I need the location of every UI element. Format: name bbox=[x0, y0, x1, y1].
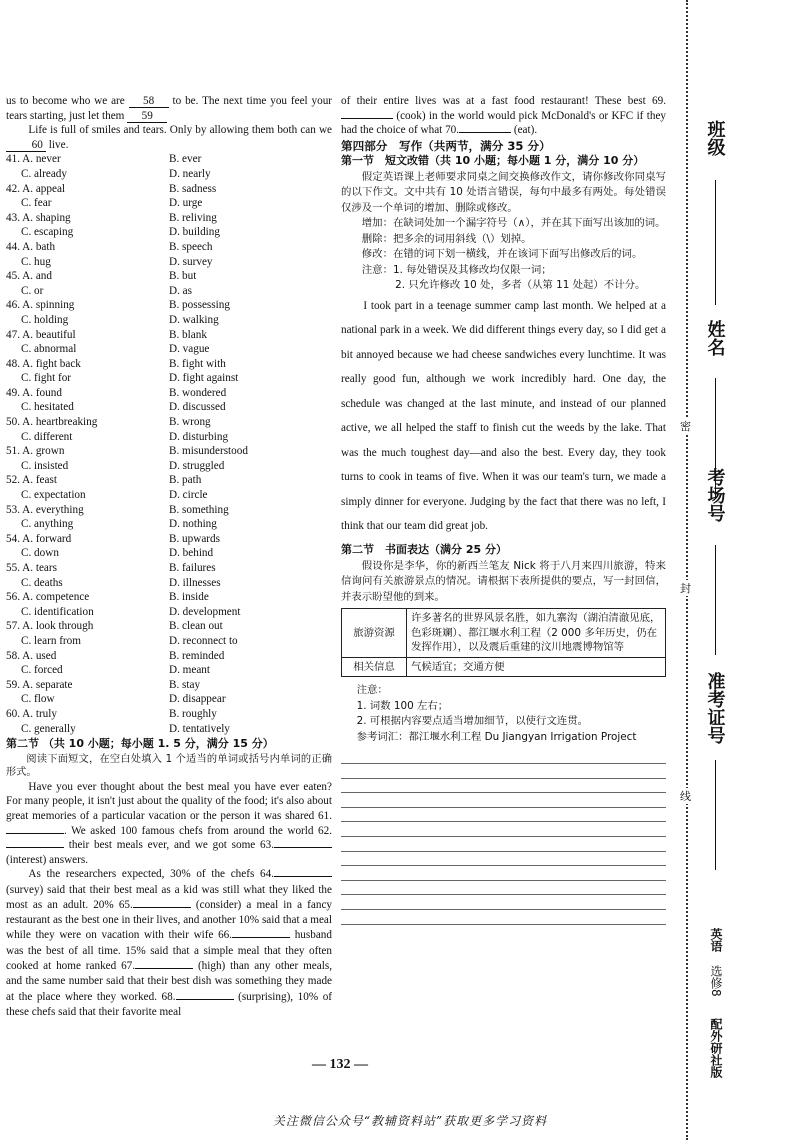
proofreading-essay: I took part in a teenage summer camp last month. We helped at a national park in a week. We did different things every day, so I did get a bit annoyed because we had cheese sandwiches every lunchtime. It was really good fun, although we work incredibly hard. One day, the schedule was changed at the last minute, and instead of our planned active, we all helped the staff to finish cut the weeds by the lake. That was the much toughest day—and also the best. Every day, they took turns to cook in teams of five. When it was our team's turn, we made a simply dinner for everyone. Judging by the fact that there was no left, I think that our team did great job. bbox=[341, 299, 666, 533]
writing-line[interactable] bbox=[341, 779, 666, 794]
option-b[interactable]: B. ever bbox=[169, 153, 202, 166]
option-c[interactable]: C. anything bbox=[21, 518, 74, 531]
seal-mark: 线 bbox=[680, 790, 691, 803]
section1-note-2: 2. 只允许修改 10 处，多者（从第 11 处起）不计分。 bbox=[395, 279, 646, 292]
option-row bbox=[6, 517, 332, 532]
option-row bbox=[6, 707, 332, 722]
section2-heading: 第二节 （共 10 小题；每小题 1. 5 分，满分 15 分） bbox=[6, 737, 274, 751]
option-b[interactable]: B. sadness bbox=[169, 182, 217, 195]
option-d[interactable]: D. illnesses bbox=[169, 576, 221, 589]
option-d[interactable]: D. urge bbox=[169, 197, 203, 210]
option-row bbox=[6, 590, 332, 605]
section1-modify-rule: 修改：在错的词下划一横线，并在该词下面写出修改后的词。 bbox=[361, 248, 643, 261]
option-c[interactable]: C. different bbox=[21, 430, 73, 443]
option-a[interactable]: 60. A. truly bbox=[6, 707, 57, 720]
field-exam-id-line[interactable] bbox=[715, 760, 716, 870]
option-d[interactable]: D. meant bbox=[169, 664, 211, 677]
writing-line[interactable] bbox=[341, 793, 666, 808]
option-a[interactable]: 43. A. shaping bbox=[6, 211, 71, 224]
option-row bbox=[6, 284, 332, 299]
option-d[interactable]: D. reconnect to bbox=[169, 634, 238, 647]
option-c[interactable]: C. insisted bbox=[21, 459, 69, 472]
option-a[interactable]: 56. A. competence bbox=[6, 591, 90, 604]
option-d[interactable]: D. behind bbox=[169, 547, 214, 560]
section1-intro: 假定英语课上老师要求同桌之间交换修改作文，请你修改你同桌写的以下作文。文中共有 10 处语言错误，每句中最多有两处。每处错误仅涉及一个单词的增加、删除或修改。 bbox=[341, 170, 666, 214]
cloze-options bbox=[6, 152, 332, 736]
option-d[interactable]: D. disappear bbox=[169, 693, 226, 706]
option-row bbox=[6, 532, 332, 547]
blank-61 bbox=[6, 833, 64, 834]
writing-line[interactable] bbox=[341, 837, 666, 852]
option-row bbox=[6, 473, 332, 488]
note-1: 1. 词数 100 左右； bbox=[356, 699, 449, 712]
option-a[interactable]: 46. A. spinning bbox=[6, 299, 75, 312]
section1-add-rule: 增加：在缺词处加一个漏字符号（∧），并在其下面写出该加的词。 bbox=[361, 217, 666, 230]
option-b[interactable]: B. reliving bbox=[169, 211, 217, 224]
page-number: — 132 — bbox=[312, 1057, 368, 1072]
option-b[interactable]: B. path bbox=[169, 474, 202, 487]
option-a[interactable]: 50. A. heartbreaking bbox=[6, 416, 98, 429]
option-a[interactable]: 54. A. forward bbox=[6, 532, 72, 545]
field-class-line[interactable] bbox=[715, 180, 716, 305]
option-row bbox=[6, 444, 332, 459]
option-row bbox=[6, 269, 332, 284]
option-a[interactable]: 53. A. everything bbox=[6, 503, 84, 516]
blank-67 bbox=[135, 968, 193, 969]
option-b[interactable]: B. wrong bbox=[169, 416, 211, 429]
option-c[interactable]: C. abnormal bbox=[21, 343, 77, 356]
option-row bbox=[6, 678, 332, 693]
option-row bbox=[6, 298, 332, 313]
publisher-label: 配外研社版 bbox=[709, 1018, 723, 1078]
part4-section1-heading: 第一节 短文改错（共 10 小题；每小题 1 分，满分 10 分） bbox=[341, 154, 645, 168]
option-row bbox=[6, 328, 332, 343]
option-a[interactable]: 41. A. never bbox=[6, 153, 61, 166]
info-table bbox=[341, 608, 666, 677]
blank-60: 60 bbox=[6, 139, 46, 152]
option-d[interactable]: D. building bbox=[169, 226, 220, 239]
blank-59: 59 bbox=[127, 110, 167, 123]
writing-line[interactable] bbox=[341, 881, 666, 896]
option-b[interactable]: B. upwards bbox=[169, 532, 220, 545]
option-c[interactable]: C. identification bbox=[21, 605, 94, 618]
right-column bbox=[341, 94, 666, 925]
cut-line bbox=[686, 0, 688, 1140]
option-b[interactable]: B. but bbox=[169, 270, 197, 283]
writing-line[interactable] bbox=[341, 764, 666, 779]
option-row bbox=[6, 576, 332, 591]
field-room-line[interactable] bbox=[715, 545, 716, 655]
option-row bbox=[6, 342, 332, 357]
option-c[interactable]: C. forced bbox=[21, 664, 63, 677]
blank-70 bbox=[459, 132, 511, 133]
option-a[interactable]: 52. A. feast bbox=[6, 474, 57, 487]
option-row bbox=[6, 386, 332, 401]
section2-paragraph-2: As the researchers expected, 30% of the chefs 64. (survey) said that their best meal as a kid was still what they liked the most as an adult. 20% 65. (consider) a meal in a fancy restaurant as the best one in their lives, and another 10% said that a meal while they were on vacation with their wife 66. husband was the best of all time. 15% said that a simple meal that they often cooked at home ranked 67. (high) than any other meals, and the same number said that their best dish was something they made at the place where they worked. 68. (surprising), 10% of these chefs said that their favorite meal bbox=[6, 868, 333, 1018]
option-a[interactable]: 59. A. separate bbox=[6, 678, 73, 691]
option-d[interactable]: D. struggled bbox=[169, 459, 225, 472]
blank-64 bbox=[274, 876, 332, 877]
option-c[interactable]: C. hug bbox=[21, 255, 51, 268]
option-b[interactable]: B. roughly bbox=[169, 707, 217, 720]
option-c[interactable]: C. fear bbox=[21, 197, 52, 210]
section2-writing-intro: 假设你是李华，你的新西兰笔友 Nick 将于八月来四川旅游，特来信询问有关旅游景点的情况。请根据下表所提供的要点，写一封回信，并表示盼望他的到来。 bbox=[341, 559, 666, 603]
field-class-label: 班级 bbox=[704, 120, 726, 156]
writing-line[interactable] bbox=[341, 895, 666, 910]
option-d[interactable]: D. as bbox=[169, 284, 192, 297]
option-c[interactable]: C. escaping bbox=[21, 226, 74, 239]
option-row bbox=[6, 255, 332, 270]
table-row bbox=[342, 657, 666, 677]
option-c[interactable]: C. fight for bbox=[21, 372, 72, 385]
blank-66 bbox=[232, 937, 290, 938]
option-d[interactable]: D. nearly bbox=[169, 167, 211, 180]
option-b[interactable]: B. inside bbox=[169, 591, 209, 604]
option-c[interactable]: C. holding bbox=[21, 313, 69, 326]
left-column bbox=[6, 94, 332, 1020]
option-b[interactable]: B. fight with bbox=[169, 357, 226, 370]
option-row bbox=[6, 152, 332, 167]
blank-58: 58 bbox=[129, 95, 169, 108]
option-c[interactable]: C. already bbox=[21, 167, 67, 180]
option-c[interactable]: C. down bbox=[21, 547, 59, 560]
option-b[interactable]: B. blank bbox=[169, 328, 207, 341]
option-d[interactable]: D. fight against bbox=[169, 372, 239, 385]
option-c[interactable]: C. learn from bbox=[21, 634, 81, 647]
option-a[interactable]: 57. A. look through bbox=[6, 620, 94, 633]
option-row bbox=[6, 225, 332, 240]
writing-line[interactable] bbox=[341, 822, 666, 837]
option-d[interactable]: D. development bbox=[169, 605, 241, 618]
field-name-label: 姓名 bbox=[704, 320, 726, 356]
passage-end-2: Life is full of smiles and tears. Only by allowing them both can we 60 live. bbox=[6, 123, 332, 152]
option-d[interactable]: D. walking bbox=[169, 313, 219, 326]
option-row bbox=[6, 196, 332, 211]
option-row bbox=[6, 357, 332, 372]
option-c[interactable]: C. hesitated bbox=[21, 401, 74, 414]
field-room-label: 考场号 bbox=[704, 468, 726, 522]
writing-lines bbox=[341, 749, 666, 924]
option-b[interactable]: B. reminded bbox=[169, 649, 225, 662]
option-d[interactable]: D. disturbing bbox=[169, 430, 229, 443]
table-row bbox=[342, 609, 666, 658]
option-c[interactable]: C. deaths bbox=[21, 576, 63, 589]
writing-line[interactable] bbox=[341, 910, 666, 925]
option-row bbox=[6, 692, 332, 707]
blank-68 bbox=[176, 999, 234, 1000]
option-d[interactable]: D. tentatively bbox=[169, 722, 230, 735]
option-d[interactable]: D. circle bbox=[169, 489, 208, 502]
option-row bbox=[6, 182, 332, 197]
option-row bbox=[6, 371, 332, 386]
option-d[interactable]: D. discussed bbox=[169, 401, 226, 414]
blank-69 bbox=[341, 118, 393, 119]
option-d[interactable]: D. nothing bbox=[169, 518, 217, 531]
seal-mark: 封 bbox=[680, 582, 691, 595]
footer-note: 关注微信公众号“教辅资料站”获取更多学习资料 bbox=[272, 1114, 548, 1128]
option-row bbox=[6, 605, 332, 620]
option-b[interactable]: B. wondered bbox=[169, 386, 227, 399]
section2-paragraph-1: Have you ever thought about the best meal you have ever eaten? For many people, it isn't just about the quality of the food; it's also about great memories of a particular vacation or the person it was shared 61.. We asked 100 famous chefs from around the world 62. their best meals ever, and we got some 63. (interest) answers. bbox=[6, 780, 332, 866]
note-title: 注意： bbox=[356, 684, 388, 697]
option-b[interactable]: B. clean out bbox=[169, 620, 223, 633]
option-b[interactable]: B. speech bbox=[169, 240, 213, 253]
part4-heading: 第四部分 写作（共两节，满分 35 分） bbox=[341, 138, 551, 153]
note-2: 2. 可根据内容要点适当增加细节，以使行文连贯。 bbox=[356, 715, 589, 728]
seal-mark: 密 bbox=[680, 420, 691, 433]
option-b[interactable]: B. something bbox=[169, 503, 229, 516]
blank-65 bbox=[133, 907, 191, 908]
option-row bbox=[6, 211, 332, 226]
option-d[interactable]: D. survey bbox=[169, 255, 213, 268]
option-a[interactable]: 55. A. tears bbox=[6, 562, 57, 574]
option-row bbox=[6, 634, 332, 649]
option-row bbox=[6, 722, 332, 737]
option-a[interactable]: 48. A. fight back bbox=[6, 357, 81, 370]
option-row bbox=[6, 240, 332, 255]
writing-line[interactable] bbox=[341, 808, 666, 823]
option-d[interactable]: D. vague bbox=[169, 343, 210, 356]
option-b[interactable]: B. stay bbox=[169, 678, 201, 691]
blank-63 bbox=[274, 847, 332, 848]
option-row bbox=[6, 488, 332, 503]
option-row bbox=[6, 430, 332, 445]
writing-line[interactable] bbox=[341, 866, 666, 881]
writing-line[interactable] bbox=[341, 749, 666, 764]
option-a[interactable]: 58. A. used bbox=[6, 649, 57, 662]
option-row bbox=[6, 546, 332, 561]
option-a[interactable]: 45. A. and bbox=[6, 270, 52, 283]
table-label: 旅游资源 bbox=[342, 609, 407, 658]
option-row bbox=[6, 400, 332, 415]
section1-note-1: 注意：1. 每处错误及其修改均仅限一词； bbox=[361, 263, 552, 276]
option-row bbox=[6, 561, 332, 576]
option-row bbox=[6, 415, 332, 430]
writing-line[interactable] bbox=[341, 852, 666, 867]
section2-paragraph-2-cont: of their entire lives was at a fast food restaurant! These best 69. (cook) in the world would pick McDonald's or KFC if they had the choice of what 70. (eat). bbox=[341, 95, 667, 137]
reference-vocab: 参考词汇：都江堰水利工程 Du Jiangyan Irrigation Project bbox=[356, 730, 637, 743]
binding-sidebar bbox=[676, 0, 800, 1140]
option-c[interactable]: C. flow bbox=[21, 693, 55, 706]
part4-section2-heading: 第二节 书面表达（满分 25 分） bbox=[341, 542, 507, 556]
option-c[interactable]: C. or bbox=[21, 284, 44, 297]
option-c[interactable]: C. expectation bbox=[21, 489, 86, 502]
section1-delete-rule: 删除：把多余的词用斜线（\）划掉。 bbox=[361, 232, 532, 245]
blank-62 bbox=[6, 847, 64, 848]
table-content: 气候适宜；交通方便 bbox=[407, 657, 666, 677]
option-row bbox=[6, 313, 332, 328]
book-label: 选修8 bbox=[709, 965, 723, 997]
option-a[interactable]: 49. A. found bbox=[6, 386, 62, 399]
option-c[interactable]: C. generally bbox=[21, 722, 76, 735]
table-label: 相关信息 bbox=[342, 657, 407, 677]
option-b[interactable]: B. misunderstood bbox=[169, 445, 248, 458]
passage-end: us to become who we are 58 to be. The next time you feel your tears starting, just let them 59 bbox=[6, 95, 333, 122]
option-row bbox=[6, 459, 332, 474]
option-b[interactable]: B. failures bbox=[169, 562, 216, 574]
table-content: 许多著名的世界风景名胜，如九寨沟（湖泊清澈见底，色彩斑斓）、都江堰水利工程（2 000 多年历史，仍在发挥作用），以及震后重建的汶川地震博物馆等 bbox=[407, 609, 666, 658]
option-b[interactable]: B. possessing bbox=[169, 299, 230, 312]
option-a[interactable]: 47. A. beautiful bbox=[6, 328, 76, 341]
option-a[interactable]: 51. A. grown bbox=[6, 445, 65, 458]
subject-label: 英语 bbox=[709, 928, 723, 952]
field-exam-id-label: 准考证号 bbox=[704, 672, 726, 744]
option-row bbox=[6, 619, 332, 634]
option-a[interactable]: 44. A. bath bbox=[6, 240, 56, 253]
option-row bbox=[6, 663, 332, 678]
section2-instruction: 阅读下面短文，在空白处填入 1 个适当的单词或括号内单词的正确形式。 bbox=[6, 753, 332, 779]
option-row bbox=[6, 167, 332, 182]
option-row bbox=[6, 649, 332, 664]
option-row bbox=[6, 503, 332, 518]
option-a[interactable]: 42. A. appeal bbox=[6, 182, 66, 195]
